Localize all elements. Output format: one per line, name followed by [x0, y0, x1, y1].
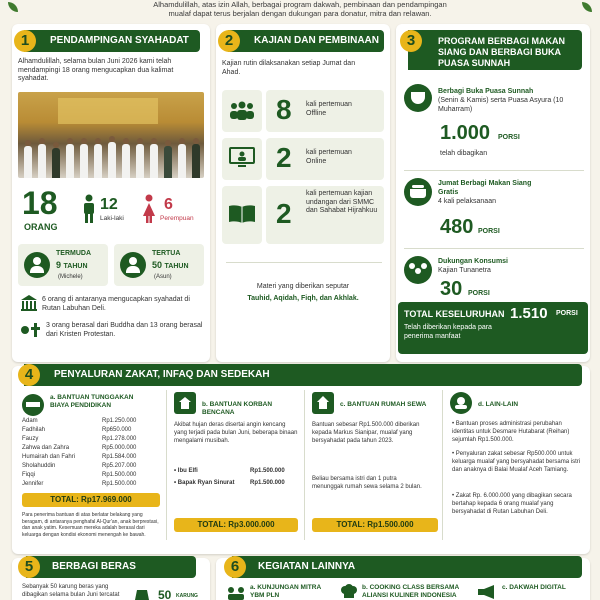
- divider: [404, 248, 584, 249]
- s1-total-count: 18: [22, 185, 58, 221]
- s4b-row-2-name: • Bapak Ryan Sinurat: [174, 480, 235, 486]
- hand-heart-icon: [450, 392, 472, 414]
- s3-item-2-title: Jumat Berbagi Makan Siang Gratis: [438, 180, 532, 196]
- oldest-label: TERTUA: [152, 250, 181, 257]
- s4b-row-name: Ibu Elfi: [177, 468, 198, 474]
- handshake-icon: [226, 586, 246, 600]
- s3-total-label: TOTAL KESELURUHAN: [404, 309, 505, 319]
- s4c-desc-2: Beliau bersama istri dan 1 putra menunggak rumah sewa selama 2 bulan.: [312, 476, 422, 490]
- s4d-item-3: • Zakat Rp. 6.000.000 yang dibagikan secara bertahap kepada 6 orang mualaf yang bersyahadat di Rutan Labuhan Deli.: [452, 493, 572, 515]
- s4a-row-amount: Rp5.000.000: [102, 445, 137, 451]
- s4a-total: TOTAL: Rp17.969.000: [22, 493, 160, 507]
- female-label: Perempuan: [160, 215, 194, 222]
- megaphone-icon: [476, 584, 498, 600]
- s3-total-value: 1.510: [510, 305, 548, 322]
- s5-desc: Sebanyak 50 karung beras yang dibagikan selama bulan Juni tercatat: [22, 584, 120, 598]
- chef-hat-icon: [340, 584, 358, 600]
- s4d-item-1: • Bantuan proses administrasi perubahan identitas untuk Desmare Hutabarat (Reihan) sejumlah Rp1.500.000.: [452, 421, 570, 443]
- s4a-row-amount: Rp650.000: [102, 427, 132, 433]
- s4b-row-1-name: • Ibu Elfi: [174, 468, 198, 474]
- s5-value: 50: [158, 588, 172, 600]
- section-6-title: KEGIATAN LAINNYA: [232, 556, 582, 578]
- s6-item-b: b. COOKING CLASS BERSAMA ALIANSI KULINER INDONESIA: [362, 584, 459, 599]
- kajian-online-value: 2: [276, 142, 292, 173]
- s4a-row-name: Jennifer: [22, 481, 44, 487]
- rice-pot-icon: [404, 178, 432, 206]
- s4c-total: TOTAL: Rp1.500.000: [312, 518, 438, 532]
- s3-item-2-unit: PORSI: [478, 228, 500, 235]
- syahadat-group-photo: [18, 92, 204, 178]
- s2-footer-1: Materi yang diberikan seputar: [256, 283, 350, 290]
- s1-note-2: 3 orang berasal dari Buddha dan 13 orang berasal dari Kristen Protestan.: [46, 322, 203, 338]
- s3-item-2-value: 480: [440, 216, 474, 238]
- section-2-title: KAJIAN DAN PEMBINAAN: [228, 30, 384, 52]
- s3-item-1-value: 1.000: [440, 122, 491, 144]
- s4a-row-amount: Rp1.278.000: [102, 436, 137, 442]
- group-icon: [228, 100, 256, 122]
- s2-description: Kajian rutin dilaksanakan setiap Jumat dan Ahad.: [222, 60, 356, 76]
- s4a-row-name: Sholahuddin: [22, 463, 56, 469]
- s4b-row-1-amount: Rp1.500.000: [250, 468, 285, 474]
- youngest-age-unit: TAHUN: [63, 263, 88, 270]
- section-1-number: 1: [14, 30, 36, 52]
- s4d-item-text: Penyaluran zakat sebesar Rp500.000 untuk keluarga mualaf yang bersyahadat bersama istri dan anaknya di Balai Mualaf Aceh Tamiang.: [452, 451, 581, 473]
- intro-text: [0, 0, 600, 22]
- s4a-row-name: Fauzy: [22, 436, 39, 442]
- male-label: Laki-laki: [100, 215, 124, 222]
- s4a-row-amount: Rp1.250.000: [102, 418, 137, 424]
- community-icon: [404, 256, 432, 284]
- s3-total-note: Telah diberikan kepada para penerima manfaat: [404, 324, 492, 340]
- s3-item-1-sub: (Senin & Kamis) serta Puasa Asyura (10 Muharram): [438, 97, 564, 113]
- male-icon: [82, 194, 96, 224]
- s5-unit: KARUNG: [176, 593, 198, 599]
- s4a-row-name: Humairah dan Fahri: [22, 454, 76, 460]
- s4c-desc: Bantuan sebesar Rp1.500.000 diberikan kepada Markus Sianipar, mualaf yang bersyahadat pada tahun 2023.: [312, 422, 420, 444]
- s4a-row-name: Adam: [22, 418, 38, 424]
- section-5-number: 5: [18, 556, 40, 578]
- kajian-offline-value: 8: [276, 94, 292, 125]
- kajian-undangan-value: 2: [276, 198, 292, 229]
- section-6-number: 6: [224, 556, 246, 578]
- s4a-row-name: Zahwa dan Zahra: [22, 445, 70, 451]
- person-icon: [24, 252, 50, 278]
- divider: [442, 390, 443, 540]
- female-icon: [142, 194, 156, 224]
- food-icon: [404, 84, 432, 112]
- house-disaster-icon: [174, 392, 196, 414]
- youngest-age-value: 9: [56, 260, 62, 270]
- youngest-label: TERMUDA: [56, 250, 91, 257]
- oldest-age-value: 50: [152, 260, 163, 270]
- book-icon: [228, 204, 256, 224]
- youngest-name: (Michele): [58, 274, 83, 280]
- s4b-desc: Akibat hujan deras disertai angin kencang yang terjadi pada bulan Juni, beberapa binaan mengalami musibah.: [174, 422, 298, 444]
- religion-icon: [20, 322, 42, 338]
- s1-description: Alhamdulillah, selama bulan Juni 2026 kami telah mendampingi 18 orang mengucapkan dua kalimat syahadat.: [18, 58, 174, 82]
- s4a-row-name: Fadhilah: [22, 427, 46, 433]
- kajian-offline-label: kali pertemuan Offline: [306, 101, 352, 117]
- divider: [304, 390, 305, 540]
- female-count: 6: [164, 196, 173, 213]
- s2-footer-2: Tauhid, Aqidah, Fiqh, dan Akhlak.: [247, 295, 359, 302]
- s4a-row-amount: Rp1.584.000: [102, 454, 137, 460]
- s4a-row-name: Fiqqi: [22, 472, 36, 478]
- rice-sack-icon: [134, 588, 150, 600]
- s4a-row-amount: Rp1.500.000: [102, 481, 137, 487]
- s4b-row-2-amount: Rp1.500.000: [250, 480, 285, 486]
- section-4-title: PENYALURAN ZAKAT, INFAQ DAN SEDEKAH: [24, 364, 582, 386]
- s4d-item-text: Bantuan proses administrasi perubahan identitas untuk Desmare Hutabarat (Reihan) sejumlah Rp1.500.000.: [452, 421, 570, 443]
- s4b-title: b. BANTUAN KORBAN BENCANA: [202, 401, 273, 416]
- s4d-title: d. LAIN-LAIN: [478, 401, 519, 408]
- divider: [226, 262, 382, 263]
- s3-item-3-value: 30: [440, 278, 463, 300]
- kajian-online-label: kali pertemuan Online: [306, 149, 352, 165]
- monitor-icon: [229, 147, 255, 169]
- s4a-row-amount: Rp1.500.000: [102, 472, 137, 478]
- section-3-number: 3: [400, 30, 422, 52]
- section-1-title: PENDAMPINGAN SYAHADAT: [24, 30, 200, 52]
- s4d-item-text: Zakat Rp. 6.000.000 yang dibagikan secara bertahap kepada 6 orang mualaf yang bersyahadat di Rutan Labuhan Deli.: [452, 493, 572, 515]
- graduation-cap-icon: [22, 394, 44, 416]
- s3-total-unit: PORSI: [556, 310, 578, 317]
- youngest-age: [56, 260, 88, 272]
- s1-total-unit: ORANG: [24, 222, 58, 232]
- s4a-note: Para penerima bantuan di atas berlatar belakang yang beragam, di antaranya penghafal Al-Qur'an, anak berprestasi, dan anak yatim. Kesemuan mereka adalah berasal dari keluarga dengan kondisi ekonomi menengah ke bawah.: [22, 512, 159, 538]
- s3-item-2-sub: 4 kali pelaksanaan: [438, 198, 496, 205]
- divider: [404, 170, 584, 171]
- section-5-title: BERBAGI BERAS: [26, 556, 196, 578]
- s3-item-3-sub: Kajian Tunanetra: [438, 267, 491, 274]
- oldest-name: (Asun): [154, 274, 172, 280]
- s4b-row-name: Bapak Ryan Sinurat: [177, 480, 235, 486]
- s4b-total: TOTAL: Rp3.000.000: [174, 518, 298, 532]
- s4d-item-2: • Penyaluran zakat sebesar Rp500.000 untuk keluarga mualaf yang bersyahadat bersama istri dan anaknya di Balai Mualaf Aceh Tamiang.: [452, 451, 581, 473]
- s6-item-c: c. DAKWAH DIGITAL: [502, 584, 566, 591]
- s3-item-1-title: Berbagi Buka Puasa Sunnah: [438, 88, 534, 95]
- s4a-title: a. BANTUAN TUNGGAKAN BIAYA PENDIDIKAN: [50, 394, 134, 409]
- male-count: 12: [100, 196, 118, 213]
- intro-line-1: Alhamdulillah, atas izin Allah, berbagai program dakwah, pembinaan dan pendampingan: [153, 0, 447, 9]
- house-icon: [312, 392, 334, 414]
- s4c-title: c. BANTUAN RUMAH SEWA: [340, 401, 427, 408]
- section-3-title: PROGRAM BERBAGI MAKAN SIANG DAN BERBAGI BUKA PUASA SUNNAH: [408, 30, 582, 70]
- section-2-number: 2: [218, 30, 240, 52]
- oldest-age: [152, 260, 189, 272]
- person-icon: [120, 252, 146, 278]
- s6-item-a: a. KUNJUNGAN MITRA YBM PLN: [250, 584, 321, 599]
- s3-item-1-note: telah dibagikan: [440, 150, 488, 157]
- s4a-row-amount: Rp5.207.000: [102, 463, 137, 469]
- s1-note-1: 6 orang di antaranya mengucapkan syahadat di Rutan Labuhan Deli.: [42, 296, 190, 312]
- divider: [166, 390, 167, 540]
- oldest-age-unit: TAHUN: [164, 263, 189, 270]
- prison-icon: [20, 294, 38, 312]
- kajian-undangan-label: kali pertemuan kajian undangan dari SMMC dan Sahabat Hijrahkuu: [306, 190, 378, 214]
- s3-item-3-title: Dukungan Konsumsi: [438, 258, 509, 265]
- s3-item-1-unit: PORSI: [498, 134, 520, 141]
- intro-line-2: mualaf dapat terus berjalan dengan dukungan para donatur, mitra dan relawan.: [168, 8, 432, 18]
- section-4-number: 4: [18, 364, 40, 386]
- s3-item-3-unit: PORSI: [468, 290, 490, 297]
